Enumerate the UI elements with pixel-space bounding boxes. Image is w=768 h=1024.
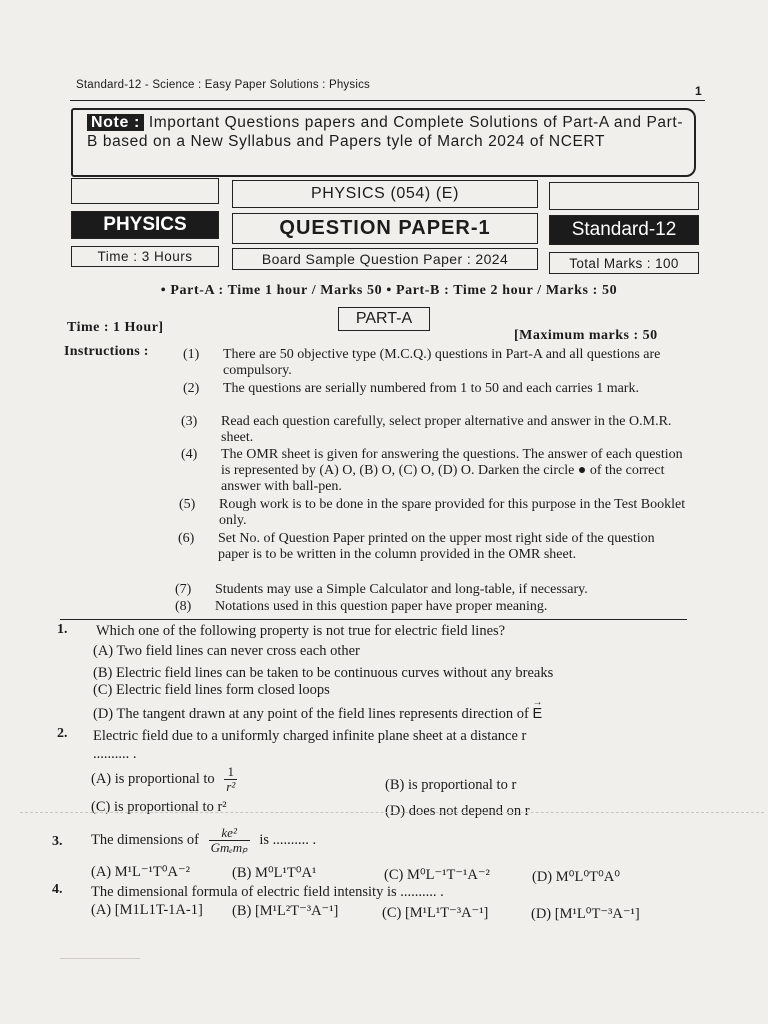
option-b: (B) M⁰L¹T⁰A¹ xyxy=(232,865,317,881)
sample-paper-box: Board Sample Question Paper : 2024 xyxy=(232,248,538,270)
page-number: 1 xyxy=(695,84,702,98)
part-schedule: • Part-A : Time 1 hour / Marks 50 • Part-B : Time 2 hour / Marks : 50 xyxy=(160,283,618,298)
blank-box-right xyxy=(549,182,699,210)
instruction-number: (3) xyxy=(181,414,198,429)
paper-title: QUESTION PAPER-1 xyxy=(232,213,538,244)
option-c: (C) is proportional to r² xyxy=(91,799,227,815)
option-a: (A) M¹L⁻¹T⁰A⁻² xyxy=(91,864,190,880)
option-d xyxy=(93,705,542,723)
instruction-text: There are 50 objective type (M.C.Q.) questions in Part-A and all questions are compulsory. xyxy=(223,347,661,378)
fraction xyxy=(209,826,250,855)
note-text: Important Questions papers and Complete Solutions of Part-A and Part-B based on a New Syllabus and Papers tyle of March 2024 of NCERT xyxy=(87,114,684,150)
blank-box-left xyxy=(71,178,219,204)
instructions-divider xyxy=(60,619,687,620)
fraction-numerator: 1 xyxy=(227,764,234,779)
instruction-text: Notations used in this question paper have proper meaning. xyxy=(215,599,548,614)
part-label: PART-A xyxy=(338,307,430,331)
option-a xyxy=(91,765,243,794)
option-b: (B) is proportional to r xyxy=(385,777,517,793)
option-d: (D) does not depend on r xyxy=(385,803,530,819)
option-c: (C) M⁰L⁻¹T⁻¹A⁻² xyxy=(384,867,490,883)
header-rule xyxy=(70,100,705,101)
duration-box: Time : 3 Hours xyxy=(71,246,219,267)
question-text xyxy=(91,826,316,855)
option-b: (B) [M¹L²T⁻³A⁻¹] xyxy=(232,903,339,919)
fraction-denominator: Gmₑmₚ xyxy=(210,840,248,855)
fraction-denominator: r² xyxy=(226,779,236,794)
question-text-prefix: The dimensions of xyxy=(91,831,199,848)
note-box xyxy=(71,108,696,177)
instruction-text: Read each question carefully, select proper alternative and answer in the O.M.R. sheet. xyxy=(221,414,672,445)
total-marks-box: Total Marks : 100 xyxy=(549,252,699,274)
instruction-text: The OMR sheet is given for answering the questions. The answer of each question is represented by (A) O, (B) O, (C) O, (D) O. Darken the circle ● of the correct answer with ball-pen. xyxy=(221,447,683,494)
fraction xyxy=(224,765,237,794)
instruction-number: (5) xyxy=(179,497,196,512)
instruction-text: Rough work is to be done in the spare provided for this purpose in the Test Booklet only. xyxy=(219,497,686,528)
page-crease xyxy=(20,812,764,813)
instruction-text: Set No. of Question Paper printed on the upper most right side of the question paper is to be written in the column provided in the OMR sheet. xyxy=(218,531,655,562)
instructions-heading: Instructions : xyxy=(64,344,149,359)
question-text-suffix: is .......... . xyxy=(259,831,317,848)
question-text: Which one of the following property is not true for electric field lines? xyxy=(96,623,506,639)
option-b: (B) Electric field lines can be taken to be continuous curves without any breaks xyxy=(93,665,554,681)
paper-code: PHYSICS (054) (E) xyxy=(232,180,538,208)
question-number: 4. xyxy=(52,882,63,897)
part-max-marks: [Maximum marks : 50 xyxy=(514,328,658,343)
fraction-numerator: ke² xyxy=(221,825,237,840)
option-c: (C) Electric field lines form closed loops xyxy=(93,682,330,698)
instruction-number: (7) xyxy=(175,582,192,597)
question-number: 3. xyxy=(52,834,63,849)
subject-banner: PHYSICS xyxy=(71,211,219,239)
running-title: Standard-12 - Science : Easy Paper Solutions : Physics xyxy=(76,79,370,91)
part-time: Time : 1 Hour] xyxy=(67,320,164,335)
question-text: Electric field due to a uniformly charged infinite plane sheet at a distance r xyxy=(93,728,527,744)
option-d: (D) [M¹L⁰T⁻³A⁻¹] xyxy=(531,906,640,922)
question-text: The dimensional formula of electric field intensity is .......... . xyxy=(91,884,444,900)
instruction-text: The questions are serially numbered from 1 to 50 and each carries 1 mark. xyxy=(223,381,639,396)
instruction-number: (2) xyxy=(183,381,200,396)
instruction-number: (8) xyxy=(175,599,192,614)
question-dots: .......... . xyxy=(93,746,137,762)
question-number: 2. xyxy=(57,726,68,741)
option-a: (A) Two field lines can never cross each other xyxy=(93,643,360,659)
option-a: (A) [M1L1T-1A-1] xyxy=(91,902,203,918)
instruction-number: (1) xyxy=(183,347,200,362)
option-a-text: (A) is proportional to xyxy=(91,770,215,787)
instruction-number: (4) xyxy=(181,447,198,462)
note-label: Note : xyxy=(87,114,144,131)
question-number: 1. xyxy=(57,622,68,637)
option-c: (C) [M¹L¹T⁻³A⁻¹] xyxy=(382,905,489,921)
instruction-number: (6) xyxy=(178,531,195,546)
footer-mark xyxy=(60,958,140,959)
instruction-text: Students may use a Simple Calculator and long-table, if necessary. xyxy=(215,582,588,597)
option-d-text: (D) The tangent drawn at any point of the field lines represents direction of xyxy=(93,706,529,722)
standard-banner: Standard-12 xyxy=(549,215,699,245)
option-d: (D) M⁰L⁰T⁰A⁰ xyxy=(532,869,621,885)
vector-e-symbol: → E xyxy=(532,705,542,723)
